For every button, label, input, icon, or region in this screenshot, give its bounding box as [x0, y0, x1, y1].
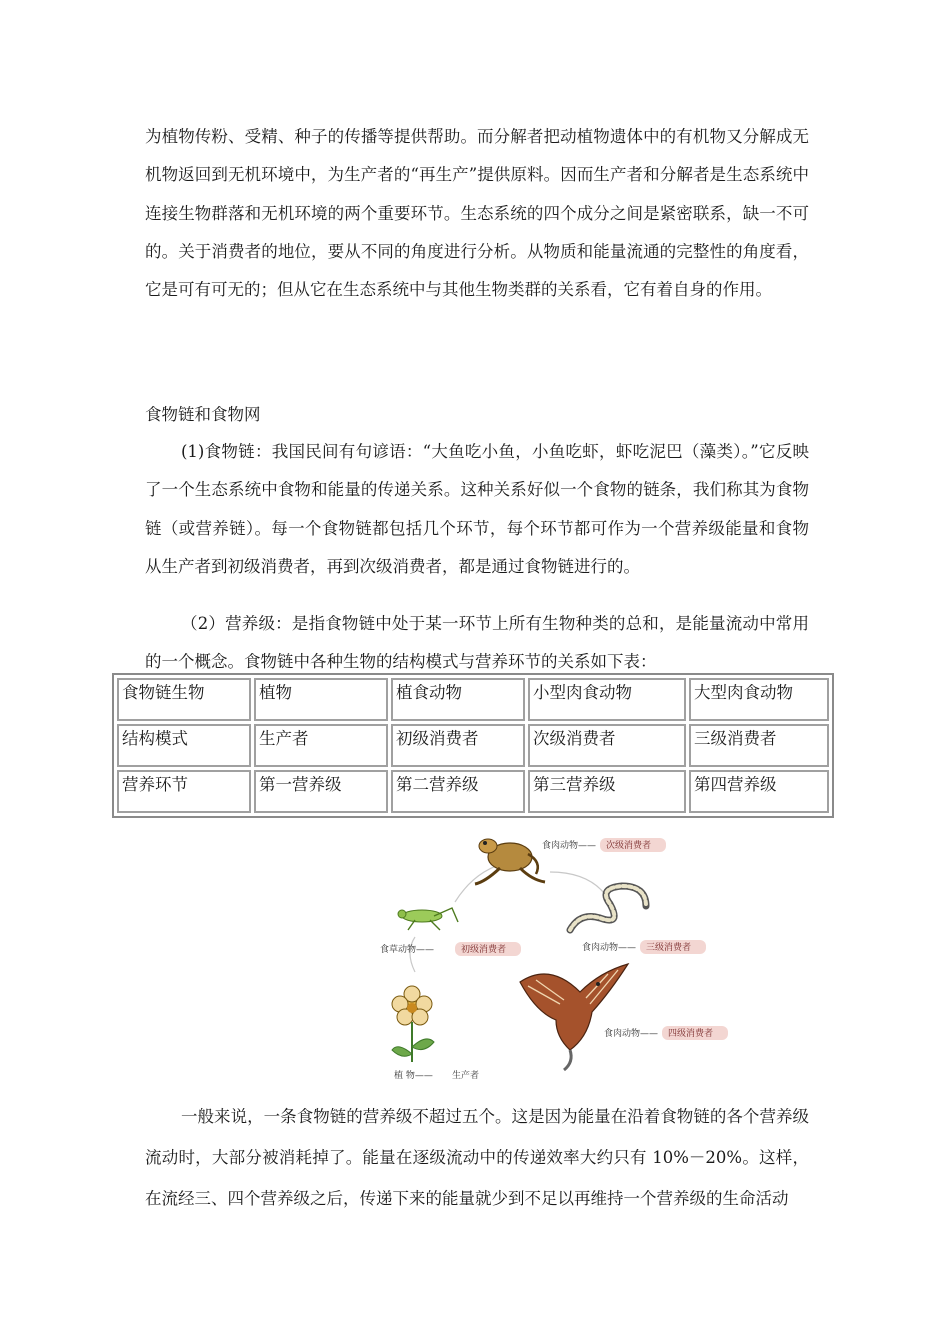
table-cell: 第一营养级 [254, 770, 388, 813]
table-row [117, 678, 829, 721]
svg-text:食肉动物——: 食肉动物—— [604, 1029, 659, 1039]
paragraph-energy-transfer: 一般来说，一条食物链的营养级不超过五个。这是因为能量在沿着食物链的各个营养级流动时，大部分被消耗掉了。能量在逐级流动中的传递效率大约只有 10%－20%。这样，在流经三、四个营养级之后，传递下来的能量就少到不足以再维持一个营养级的生命活动 [145, 1107, 809, 1208]
table-cell: 结构模式 [117, 724, 251, 767]
svg-text:食肉动物——: 食肉动物—— [542, 841, 597, 851]
table-cell: 营养环节 [117, 770, 251, 813]
table-cell: 小型肉食动物 [528, 678, 686, 721]
table-cell: 次级消费者 [528, 724, 686, 767]
section-heading-food-chain: 食物链和食物网 [145, 405, 261, 424]
paragraph-trophic-level: （2）营养级：是指食物链中处于某一环节上所有生物种类的总和，是能量流动中常用的一个概念。食物链中各种生物的结构模式与营养环节的关系如下表： [145, 614, 809, 672]
table-cell: 植物 [254, 678, 388, 721]
table-row [117, 724, 829, 767]
svg-text:三级消费者: 三级消费者 [646, 943, 692, 953]
food-chain-illustration [360, 822, 760, 1084]
trophic-level-table [112, 673, 834, 818]
paragraph-decomposers: 为植物传粉、受精、种子的传播等提供帮助。而分解者把动植物遗体中的有机物又分解成无机物返回到无机环境中，为生产者的“再生产”提供原料。因而生产者和分解者是生态系统中连接生物群落和无机环境的两个重要环节。生态系统的四个成分之间是紧密联系，缺一不可的。关于消费者的地位，要从不同的角度进行分析。从物质和能量流通的完整性的角度看，它是可有可无的；但从它在生态系统中与其他生物类群的关系看，它有着自身的作用。 [145, 127, 809, 300]
snake-icon [570, 886, 646, 930]
eagle-icon [520, 964, 628, 1070]
svg-text:次级消费者: 次级消费者 [606, 841, 652, 851]
svg-text:初级消费者: 初级消费者 [461, 945, 507, 955]
svg-text:食肉动物——: 食肉动物—— [582, 943, 637, 953]
table-cell: 大型肉食动物 [689, 678, 829, 721]
svg-text:植 物——: 植 物—— [394, 1071, 433, 1081]
grasshopper-icon [398, 908, 458, 930]
table-row [117, 770, 829, 813]
table-cell: 食物链生物 [117, 678, 251, 721]
flower-icon [392, 986, 434, 1062]
table-cell: 三级消费者 [689, 724, 829, 767]
svg-text:生产者: 生产者 [452, 1071, 480, 1081]
table-cell: 第三营养级 [528, 770, 686, 813]
svg-text:食草动物——: 食草动物—— [380, 945, 435, 955]
table-cell: 第四营养级 [689, 770, 829, 813]
table-cell: 植食动物 [391, 678, 525, 721]
paragraph-food-chain: (1)食物链：我国民间有句谚语：“大鱼吃小鱼，小鱼吃虾，虾吃泥巴（藻类）。”它反映了一个生态系统中食物和能量的传递关系。这种关系好似一个食物的链条，我们称其为食物链（或营养链）。每一个食物链都包括几个环节，每个环节都可作为一个营养级能量和食物从生产者到初级消费者，再到次级消费者，都是通过食物链进行的。 [145, 442, 809, 576]
table-cell: 生产者 [254, 724, 388, 767]
frog-icon [475, 839, 545, 884]
table-cell: 第二营养级 [391, 770, 525, 813]
table-cell: 初级消费者 [391, 724, 525, 767]
svg-text:四级消费者: 四级消费者 [668, 1029, 714, 1039]
